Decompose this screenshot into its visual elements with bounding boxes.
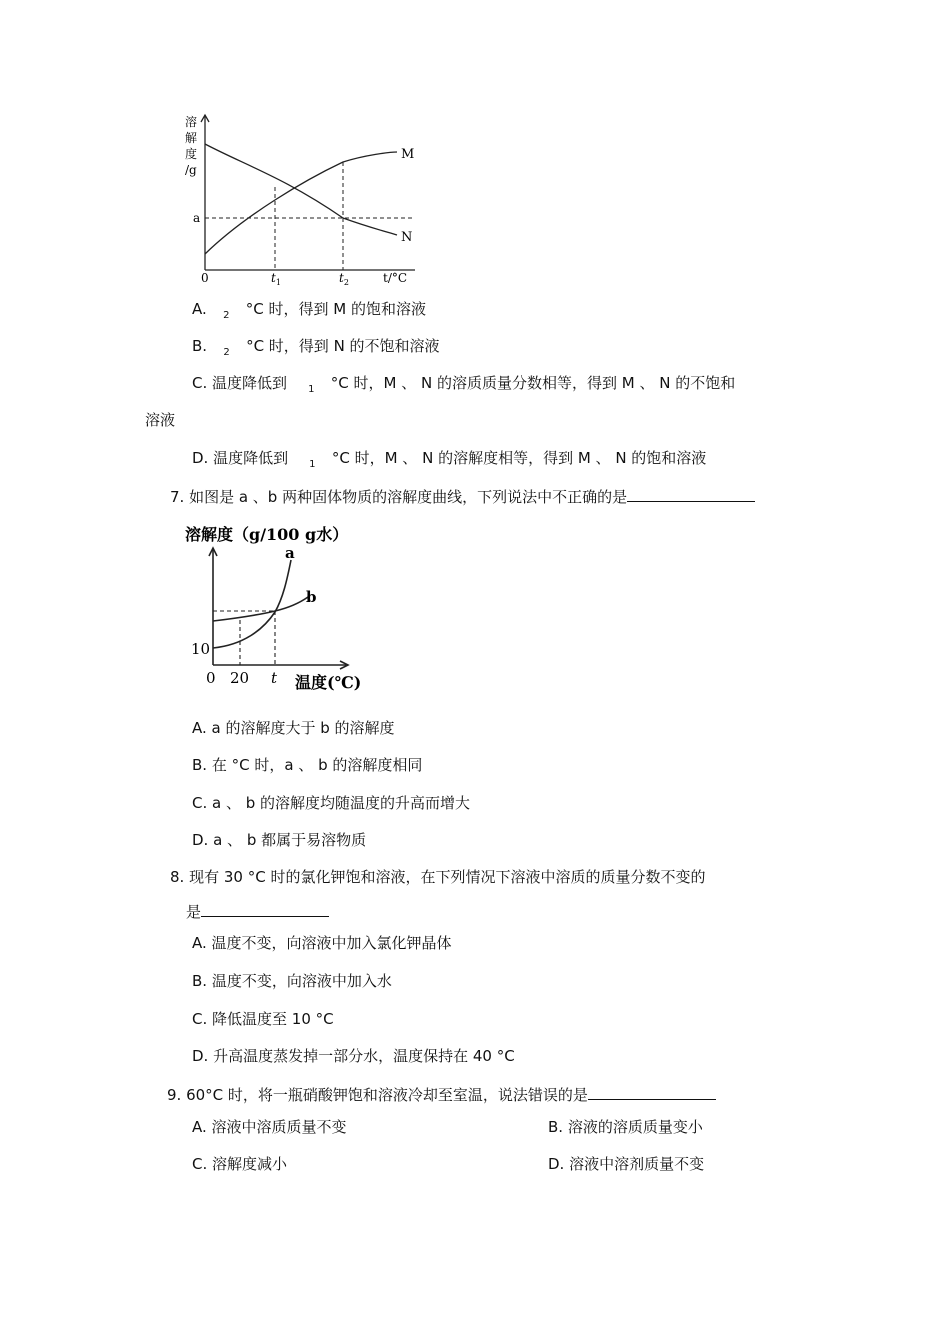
x-tick-t2: $t_2$ [339, 271, 349, 287]
q7-option-d: D. a 、 b 都属于易溶物质 [192, 831, 367, 849]
y-label-char: 解 [185, 131, 198, 145]
q7-option-c: C. a 、 b 的溶解度均随温度的升高而增大 [192, 794, 471, 812]
x-tick-0: 0 [206, 669, 216, 687]
answer-blank[interactable] [627, 485, 755, 502]
curve-m [205, 152, 397, 254]
q9-stem: 9. 60°C 时，将一瓶硝酸钾饱和溶液冷却至室温，说法错误的是 [167, 1083, 716, 1105]
solubility-chart-mn [175, 110, 435, 290]
q9-option-d: D. 溶液中溶剂质量不变 [548, 1155, 705, 1173]
x-tick-t: t [271, 669, 278, 687]
q8-option-c: C. 降低温度至 10 °C [192, 1010, 334, 1028]
origin-label: 0 [201, 271, 209, 285]
q8-option-d: D. 升高温度蒸发掉一部分水，温度保持在 40 °C [192, 1047, 515, 1065]
q8-option-a: A. 温度不变，向溶液中加入氯化钾晶体 [192, 934, 452, 952]
curve-b [213, 597, 308, 621]
q6-option-a: A. $_2$ °C 时，得到 M 的饱和溶液 [192, 300, 426, 321]
series-label-a: a [285, 544, 295, 562]
q8-stem: 8. 现有 30 °C 时的氯化钾饱和溶液，在下列情况下溶液中溶质的质量分数不变的 [170, 868, 706, 886]
x-tick-20: 20 [230, 669, 250, 687]
series-label-m: M [401, 147, 415, 162]
y-label-char: /g [185, 163, 197, 177]
q6-option-c-wrap: 溶液 [145, 411, 176, 429]
solubility-chart-ab [183, 520, 383, 695]
q7-option-b: B. 在 °C 时，a 、 b 的溶解度相同 [192, 756, 423, 774]
x-axis-label: 温度(℃) [295, 673, 362, 692]
q9-option-a: A. 溶液中溶质质量不变 [192, 1118, 347, 1136]
chart-title: 溶解度（g/100 g水） [185, 525, 349, 544]
curve-n [205, 144, 397, 235]
q9-option-b: B. 溶液的溶质质量变小 [548, 1118, 703, 1136]
x-tick-t1: $t_1$ [271, 271, 281, 287]
y-tick-10: 10 [191, 640, 211, 658]
answer-blank[interactable] [201, 900, 329, 917]
q6-option-b: B. $_2$ °C 时，得到 N 的不饱和溶液 [192, 337, 440, 358]
x-axis-label: t/°C [383, 271, 408, 285]
q7-option-a: A. a 的溶解度大于 b 的溶解度 [192, 719, 395, 737]
y-label-char: 度 [185, 147, 198, 161]
answer-blank[interactable] [588, 1083, 716, 1100]
series-label-b: b [306, 588, 317, 606]
q9-option-c: C. 溶解度减小 [192, 1155, 288, 1173]
q7-stem: 7. 如图是 a 、b 两种固体物质的溶解度曲线，下列说法中不正确的是 [170, 485, 755, 507]
q6-option-d: D. 温度降低到 $_1$ °C 时，M 、 N 的溶解度相等，得到 M 、 N 的饱和溶液 [192, 449, 707, 470]
y-label-char: 溶 [185, 115, 198, 129]
y-tick-a: a [193, 211, 201, 225]
q8-stem-wrap: 是 [186, 900, 329, 922]
q8-option-b: B. 温度不变，向溶液中加入水 [192, 972, 392, 990]
curve-a [213, 560, 291, 648]
q6-option-c: C. 温度降低到 $_1$ °C 时，M 、 N 的溶质质量分数相等，得到 M 、 N 的不饱和 [192, 374, 736, 395]
series-label-n: N [401, 230, 413, 245]
